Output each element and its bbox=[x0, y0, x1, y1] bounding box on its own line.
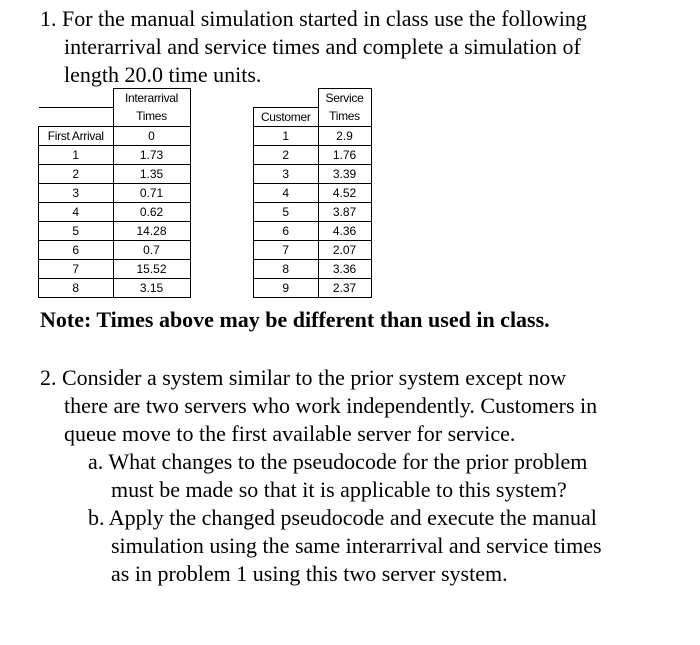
table-row bbox=[254, 202, 372, 221]
service-time: 3.39 bbox=[318, 164, 371, 183]
service-table bbox=[253, 88, 372, 298]
arrival-index: 3 bbox=[39, 183, 114, 202]
customer-index: 4 bbox=[254, 183, 319, 202]
table-row bbox=[254, 164, 372, 183]
table-row bbox=[254, 221, 372, 240]
table-row bbox=[39, 183, 191, 202]
q2-line-3: queue move to the first available server for service. bbox=[64, 421, 516, 446]
table-row bbox=[254, 183, 372, 202]
customer-index: 2 bbox=[254, 145, 319, 164]
table-row bbox=[254, 278, 372, 297]
q2a-line-1: a. What changes to the pseudocode for the prior problem bbox=[88, 449, 588, 474]
customer-index: 3 bbox=[254, 164, 319, 183]
table-row bbox=[39, 221, 191, 240]
q1-line-3: length 20.0 time units. bbox=[64, 62, 262, 87]
table-row bbox=[254, 240, 372, 259]
customer-index: 5 bbox=[254, 202, 319, 221]
service-time: 3.87 bbox=[318, 202, 371, 221]
q2-line-1: 2. Consider a system similar to the prior system except now bbox=[40, 365, 567, 390]
q2b-line-3: as in problem 1 using this two server system. bbox=[111, 561, 508, 586]
table-row bbox=[254, 259, 372, 278]
table-row bbox=[39, 202, 191, 221]
table-row bbox=[39, 240, 191, 259]
service-header-bottom: Times bbox=[318, 107, 371, 126]
first-arrival-label: First Arrival bbox=[39, 126, 114, 145]
customer-index: 8 bbox=[254, 259, 319, 278]
interarrival-time: 14.28 bbox=[113, 221, 190, 240]
interarrival-time: 0.62 bbox=[113, 202, 190, 221]
service-time: 2.37 bbox=[318, 278, 371, 297]
service-time: 2.07 bbox=[318, 240, 371, 259]
table-row bbox=[254, 126, 372, 145]
interarrival-time: 1.35 bbox=[113, 164, 190, 183]
table-row bbox=[39, 278, 191, 297]
arrival-index: 4 bbox=[39, 202, 114, 221]
table-corner bbox=[39, 89, 114, 108]
arrival-index: 6 bbox=[39, 240, 114, 259]
q2b-line-1: b. Apply the changed pseudocode and execute the manual bbox=[88, 505, 597, 530]
interarrival-header-bottom: Times bbox=[113, 107, 190, 126]
service-header-top: Service bbox=[318, 89, 371, 108]
note: Note: Times above may be different than used in class. bbox=[40, 307, 550, 332]
customer-index: 7 bbox=[254, 240, 319, 259]
q2b-line-2: simulation using the same interarrival and service times bbox=[111, 533, 602, 558]
q1-line-2: interarrival and service times and complete a simulation of bbox=[64, 34, 581, 59]
q1-line-1: 1. For the manual simulation started in class use the following bbox=[40, 6, 587, 31]
interarrival-time: 0.71 bbox=[113, 183, 190, 202]
customer-header: Customer bbox=[254, 107, 319, 126]
interarrival-time: 0.7 bbox=[113, 240, 190, 259]
arrival-index: 8 bbox=[39, 278, 114, 297]
arrival-index: 5 bbox=[39, 221, 114, 240]
interarrival-header-top: Interarrival bbox=[113, 89, 190, 108]
table-corner-2 bbox=[39, 107, 114, 126]
table-row bbox=[39, 259, 191, 278]
q2-line-2: there are two servers who work independently. Customers in bbox=[64, 393, 598, 418]
service-time: 1.76 bbox=[318, 145, 371, 164]
table-row bbox=[39, 164, 191, 183]
customer-index: 1 bbox=[254, 126, 319, 145]
customer-index: 9 bbox=[254, 278, 319, 297]
customer-index: 6 bbox=[254, 221, 319, 240]
arrival-index: 2 bbox=[39, 164, 114, 183]
interarrival-time: 3.15 bbox=[113, 278, 190, 297]
q2a-line-2: must be made so that it is applicable to this system? bbox=[111, 477, 567, 502]
interarrival-table bbox=[38, 88, 191, 298]
first-arrival-value: 0 bbox=[113, 126, 190, 145]
service-time: 4.52 bbox=[318, 183, 371, 202]
service-time: 2.9 bbox=[318, 126, 371, 145]
table-corner bbox=[254, 89, 319, 108]
table-row bbox=[39, 145, 191, 164]
service-time: 4.36 bbox=[318, 221, 371, 240]
interarrival-time: 1.73 bbox=[113, 145, 190, 164]
arrival-index: 7 bbox=[39, 259, 114, 278]
table-row bbox=[254, 145, 372, 164]
interarrival-time: 15.52 bbox=[113, 259, 190, 278]
arrival-index: 1 bbox=[39, 145, 114, 164]
service-time: 3.36 bbox=[318, 259, 371, 278]
